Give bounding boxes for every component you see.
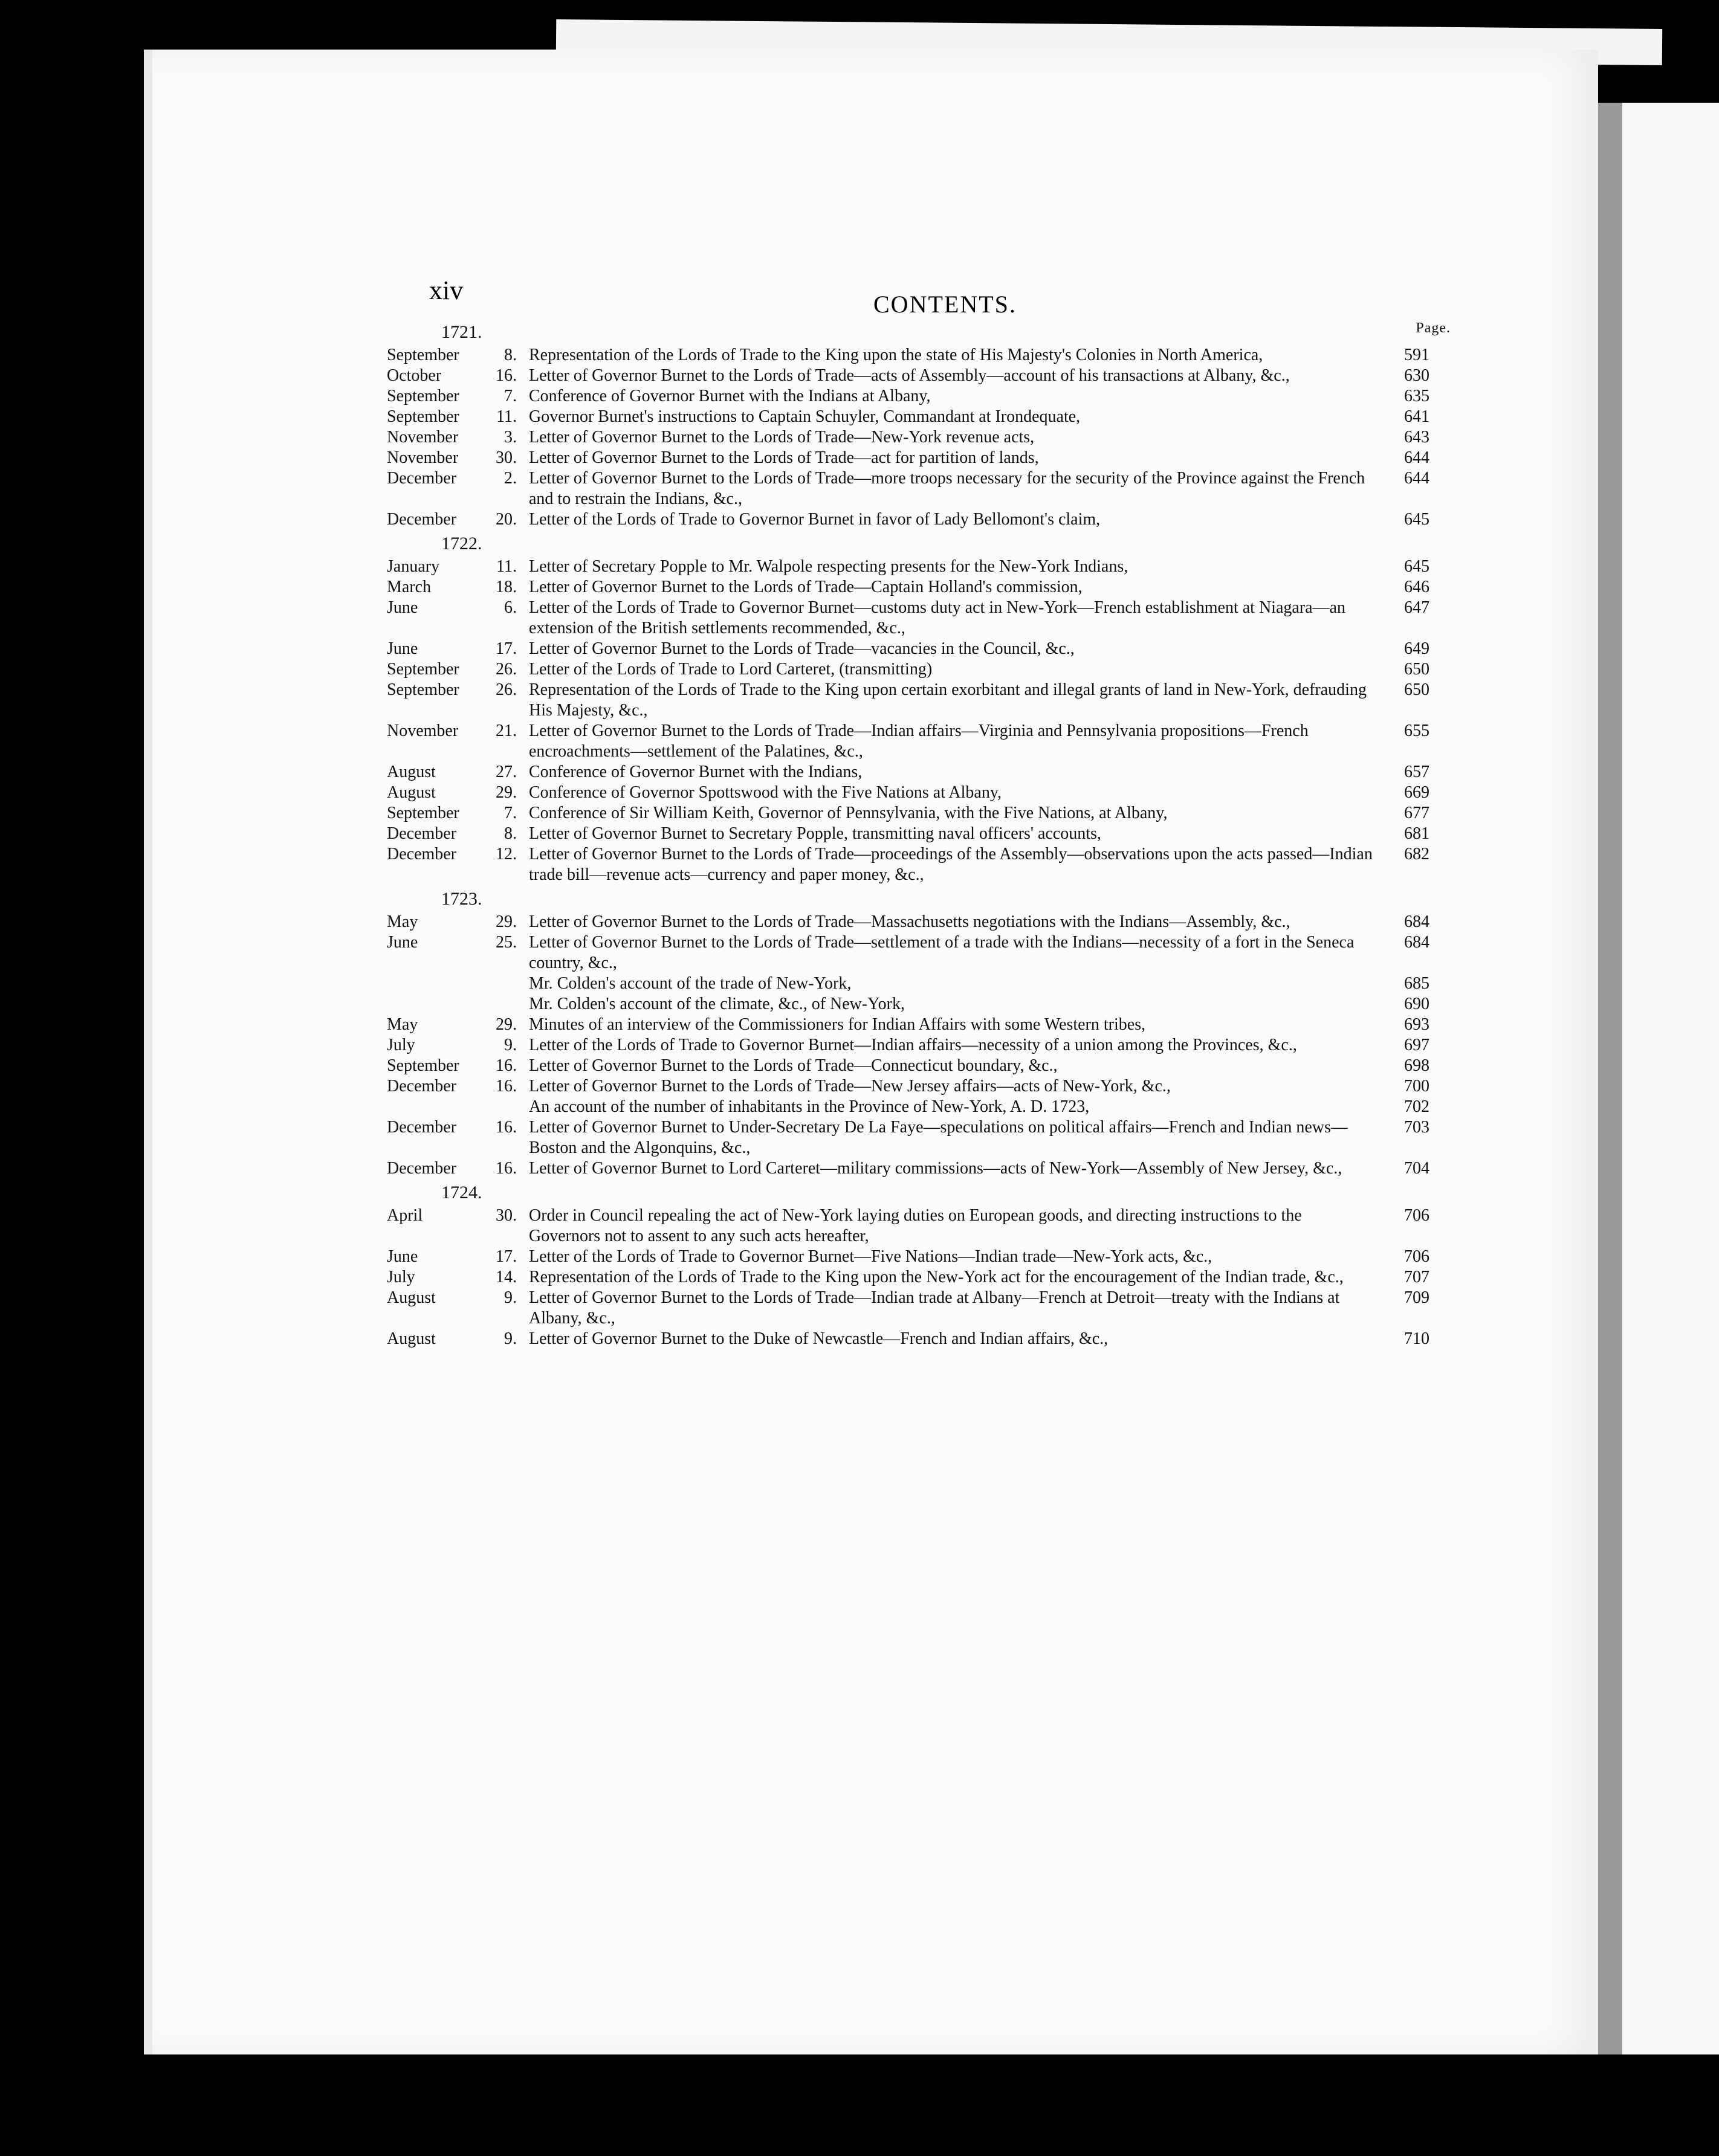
entry-month: August: [387, 1329, 436, 1348]
entry-text: Letter of Governor Burnet to Secretary Popple, transmitting naval officers' accounts,: [529, 824, 1101, 843]
entry-day: 12.: [496, 845, 517, 863]
entry-day: 26.: [496, 660, 517, 679]
entry-month: June: [387, 639, 418, 658]
entry-page: 650: [1404, 660, 1429, 679]
entry-text: Letter of the Lords of Trade to Governor Burnet—customs duty act in New-York—French establishment at Niagara—an extension of the British settlements recommended, &c.,: [529, 598, 1345, 637]
entry-month: November: [387, 448, 459, 467]
toc-entry: [387, 1015, 1451, 1035]
entry-day: 7.: [504, 387, 517, 405]
entry-page: 644: [1404, 448, 1429, 467]
entry-day: 21.: [496, 721, 517, 740]
entry-text: Representation of the Lords of Trade to the King upon certain exorbitant and illegal grants of land in New-York, defrauding His Majesty, &c.,: [529, 680, 1367, 720]
toc-entry: [387, 1097, 1451, 1117]
entry-month: September: [387, 387, 459, 405]
entry-month: November: [387, 428, 459, 447]
entry-day: 7.: [504, 804, 517, 822]
entry-page: 645: [1404, 510, 1429, 529]
entry-month: December: [387, 1118, 457, 1137]
toc-entry: [387, 468, 1451, 509]
toc-entry: [387, 407, 1451, 427]
entry-text: Letter of Governor Burnet to the Lords of Trade—Captain Holland's commission,: [529, 578, 1083, 596]
entry-month: July: [387, 1036, 415, 1054]
page-title: CONTENTS.: [873, 291, 1017, 318]
toc-entry: [387, 824, 1451, 844]
entry-month: December: [387, 510, 457, 529]
entry-text: Letter of Governor Burnet to the Lords of Trade—settlement of a trade with the Indians—necessity of a fort in the Seneca country, &c.,: [529, 933, 1355, 972]
entry-page: 685: [1404, 974, 1429, 993]
entry-text: Letter of the Lords of Trade to Governor Burnet—Indian affairs—necessity of a union among the Provinces, &c.,: [529, 1036, 1297, 1054]
toc-entry: [387, 912, 1451, 932]
toc-entry: [387, 1247, 1451, 1267]
toc-entry: [387, 1267, 1451, 1288]
entry-page: 690: [1404, 995, 1429, 1013]
entry-page: 641: [1404, 407, 1429, 426]
entry-page: 644: [1404, 469, 1429, 488]
entry-day: 16.: [496, 1159, 517, 1178]
year-heading: 1724.: [441, 1183, 482, 1202]
entry-text: Letter of Governor Burnet to the Duke of Newcastle—French and Indian affairs, &c.,: [529, 1329, 1109, 1348]
entry-day: 16.: [496, 1056, 517, 1075]
entry-page: 700: [1404, 1077, 1429, 1096]
page-column-label: Page.: [1416, 320, 1451, 336]
entry-text: Mr. Colden's account of the climate, &c., of New-York,: [529, 995, 905, 1013]
entry-text: Representation of the Lords of Trade to the King upon the New-York act for the encouragement of the Indian trade, &c.,: [529, 1268, 1344, 1286]
entry-text: An account of the number of inhabitants in the Province of New-York, A. D. 1723,: [529, 1097, 1090, 1116]
entry-page: 669: [1404, 783, 1429, 802]
entry-day: 29.: [496, 1015, 517, 1034]
toc-entry: [387, 598, 1451, 639]
entry-page: 643: [1404, 428, 1429, 447]
entry-text: Letter of Governor Burnet to the Lords of Trade—New Jersey affairs—acts of New-York, &c.,: [529, 1077, 1171, 1096]
entry-day: [487, 973, 529, 994]
entry-month: August: [387, 763, 436, 781]
entry-text: Letter of Governor Burnet to the Lords of Trade—Connecticut boundary, &c.,: [529, 1056, 1058, 1075]
entry-text: Letter of Governor Burnet to Lord Carteret—military commissions—acts of New-York—Assembly of New Jersey, &c.,: [529, 1159, 1342, 1178]
entry-month: August: [387, 1288, 436, 1307]
entry-page: 702: [1404, 1097, 1429, 1116]
entry-day: 25.: [496, 933, 517, 952]
toc-entry: [387, 577, 1451, 598]
entry-month: September: [387, 407, 459, 426]
toc-entry: [387, 844, 1451, 885]
entry-text: Letter of the Lords of Trade to Lord Carteret, (transmitting): [529, 660, 933, 679]
entry-month: June: [387, 598, 418, 617]
entry-month: [387, 973, 487, 994]
toc-entry: [387, 366, 1451, 386]
entry-text: Letter of Governor Burnet to the Lords of Trade—acts of Assembly—account of his transactions at Albany, &c.,: [529, 366, 1290, 385]
entry-month: October: [387, 366, 442, 385]
entry-page: 706: [1404, 1206, 1429, 1225]
toc-entry: [387, 1288, 1451, 1329]
toc-entry: [387, 783, 1451, 803]
year-heading: 1722.: [441, 534, 482, 554]
entry-day: [487, 994, 529, 1015]
entry-month: September: [387, 346, 459, 364]
toc-entry: [387, 1329, 1451, 1349]
toc-entry: [387, 1056, 1451, 1076]
entry-month: May: [387, 1015, 418, 1034]
entry-month: July: [387, 1268, 415, 1286]
toc-entry: [387, 994, 1451, 1015]
toc-entry: [387, 448, 1451, 468]
toc-entry: [387, 557, 1451, 577]
entry-page: 630: [1404, 366, 1429, 385]
entry-month: December: [387, 1159, 457, 1178]
toc-entry: [387, 659, 1451, 680]
toc-entry: [387, 639, 1451, 659]
toc-entry: [387, 386, 1451, 407]
entry-day: 14.: [496, 1268, 517, 1286]
entry-day: 11.: [496, 407, 517, 426]
toc-entry: [387, 680, 1451, 721]
entry-page: 682: [1404, 845, 1429, 863]
entry-day: 8.: [504, 824, 517, 843]
entry-day: 17.: [496, 639, 517, 658]
page-gutter-shadow: [1598, 103, 1622, 2054]
entry-page: 655: [1404, 721, 1429, 740]
entry-day: 8.: [504, 346, 517, 364]
entry-page: 706: [1404, 1247, 1429, 1266]
entry-text: Letter of Secretary Popple to Mr. Walpole respecting presents for the New-York Indians,: [529, 557, 1128, 576]
entry-text: Letter of Governor Burnet to the Lords of Trade—act for partition of lands,: [529, 448, 1039, 467]
entry-month: [387, 994, 487, 1015]
entry-page: 697: [1404, 1036, 1429, 1054]
entry-text: Mr. Colden's account of the trade of New-York,: [529, 974, 852, 993]
toc-entry: [387, 1076, 1451, 1097]
entry-text: Conference of Sir William Keith, Governor of Pennsylvania, with the Five Nations, at Albany,: [529, 804, 1168, 822]
entry-page: 645: [1404, 557, 1429, 576]
entry-day: 26.: [496, 680, 517, 699]
entry-page: 698: [1404, 1056, 1429, 1075]
entry-month: April: [387, 1206, 423, 1225]
entry-day: 2.: [504, 469, 517, 488]
entry-text: Letter of Governor Burnet to the Lords of Trade—Indian trade at Albany—French at Detroit—treaty with the Indians at Albany, &c.,: [529, 1288, 1340, 1328]
toc-entry: [387, 932, 1451, 973]
entry-day: 18.: [496, 578, 517, 596]
entry-day: 3.: [504, 428, 517, 447]
entry-text: Order in Council repealing the act of New-York laying duties on European goods, and directing instructions to the Governors not to assent to any such acts hereafter,: [529, 1206, 1302, 1245]
entry-page: 657: [1404, 763, 1429, 781]
entry-day: 9.: [504, 1329, 517, 1348]
entry-text: Letter of Governor Burnet to the Lords of Trade—New-York revenue acts,: [529, 428, 1035, 447]
toc-entry: [387, 721, 1451, 762]
toc-entry: [387, 1035, 1451, 1056]
entry-day: 30.: [496, 448, 517, 467]
entry-text: Conference of Governor Burnet with the Indians,: [529, 763, 863, 781]
entry-text: Letter of Governor Burnet to the Lords of Trade—Indian affairs—Virginia and Pennsylvania propositions—French encroachments—settlement of the Palatines, &c.,: [529, 721, 1309, 761]
entry-month: June: [387, 1247, 418, 1266]
toc-entry: [387, 509, 1451, 530]
entry-text: Letter of Governor Burnet to Under-Secretary De La Faye—speculations on political affairs—French and Indian news—Boston and the Algonquins, &c.,: [529, 1118, 1348, 1157]
adjacent-page-fragment: [1622, 103, 1719, 2054]
entry-page: 693: [1404, 1015, 1429, 1034]
entry-text: Letter of Governor Burnet to the Lords of Trade—proceedings of the Assembly—observations upon the acts passed—Indian trade bill—revenue acts—currency and paper money, &c.,: [529, 845, 1373, 884]
entry-day: [487, 1097, 529, 1117]
year-heading: 1723.: [441, 889, 482, 909]
entry-day: 16.: [496, 1077, 517, 1096]
entry-day: 11.: [496, 557, 517, 576]
entry-month: September: [387, 1056, 459, 1075]
entry-page: 650: [1404, 680, 1429, 699]
entry-month: May: [387, 912, 418, 931]
entry-month: September: [387, 804, 459, 822]
entry-month: March: [387, 578, 432, 596]
entry-page: 591: [1404, 346, 1429, 364]
year-heading: 1721.: [441, 322, 482, 342]
entry-page: 709: [1404, 1288, 1429, 1307]
entry-text: Representation of the Lords of Trade to the King upon the state of His Majesty's Colonies in North America,: [529, 346, 1263, 364]
entry-text: Governor Burnet's instructions to Captain Schuyler, Commandant at Irondequate,: [529, 407, 1081, 426]
entry-page: 646: [1404, 578, 1429, 596]
toc-entry: [387, 973, 1451, 994]
entry-page: 704: [1404, 1159, 1429, 1178]
toc-entry: [387, 762, 1451, 783]
toc-entry: [387, 1158, 1451, 1179]
entry-page: 635: [1404, 387, 1429, 405]
entry-month: December: [387, 469, 457, 488]
toc-entry: [387, 803, 1451, 824]
page-number: xiv: [429, 276, 464, 305]
toc-entry: [387, 427, 1451, 448]
entry-text: Letter of the Lords of Trade to Governor Burnet—Five Nations—Indian trade—New-York acts, &c.,: [529, 1247, 1212, 1266]
entry-month: August: [387, 783, 436, 802]
entry-page: 681: [1404, 824, 1429, 843]
entry-text: Conference of Governor Burnet with the Indians at Albany,: [529, 387, 931, 405]
entry-day: 29.: [496, 912, 517, 931]
entry-page: 677: [1404, 804, 1429, 822]
entry-page: 647: [1404, 598, 1429, 617]
entry-text: Conference of Governor Spottswood with the Five Nations at Albany,: [529, 783, 1002, 802]
entry-month: [387, 1097, 487, 1117]
entry-page: 707: [1404, 1268, 1429, 1286]
entry-day: 17.: [496, 1247, 517, 1266]
entry-text: Letter of Governor Burnet to the Lords of Trade—more troops necessary for the security of the Province against the French and to restrain the Indians, &c.,: [529, 469, 1365, 508]
entry-page: 649: [1404, 639, 1429, 658]
toc-entry: [387, 1205, 1451, 1247]
toc-entry: [387, 1117, 1451, 1158]
entry-day: 27.: [496, 763, 517, 781]
entry-day: 6.: [504, 598, 517, 617]
entry-text: Letter of Governor Burnet to the Lords of Trade—vacancies in the Council, &c.,: [529, 639, 1075, 658]
entry-page: 710: [1404, 1329, 1429, 1348]
entry-text: Letter of the Lords of Trade to Governor Burnet in favor of Lady Bellomont's claim,: [529, 510, 1101, 529]
entry-month: January: [387, 557, 440, 576]
entry-month: November: [387, 721, 459, 740]
entry-day: 30.: [496, 1206, 517, 1225]
table-of-contents: [387, 320, 1451, 1349]
entry-text: Minutes of an interview of the Commissioners for Indian Affairs with some Western tribes,: [529, 1015, 1146, 1034]
entry-page: 703: [1404, 1118, 1429, 1137]
entry-month: December: [387, 845, 457, 863]
toc-entry: [387, 345, 1451, 366]
entry-text: Letter of Governor Burnet to the Lords of Trade—Massachusetts negotiations with the Indians—Assembly, &c.,: [529, 912, 1290, 931]
entry-month: September: [387, 660, 459, 679]
entry-day: 9.: [504, 1036, 517, 1054]
entry-month: December: [387, 1077, 457, 1096]
entry-month: December: [387, 824, 457, 843]
entry-page: 684: [1404, 933, 1429, 952]
entry-month: June: [387, 933, 418, 952]
entry-month: September: [387, 680, 459, 699]
entry-day: 20.: [496, 510, 517, 529]
entry-day: 9.: [504, 1288, 517, 1307]
entry-page: 684: [1404, 912, 1429, 931]
entry-day: 16.: [496, 366, 517, 385]
entry-day: 29.: [496, 783, 517, 802]
entry-day: 16.: [496, 1118, 517, 1137]
